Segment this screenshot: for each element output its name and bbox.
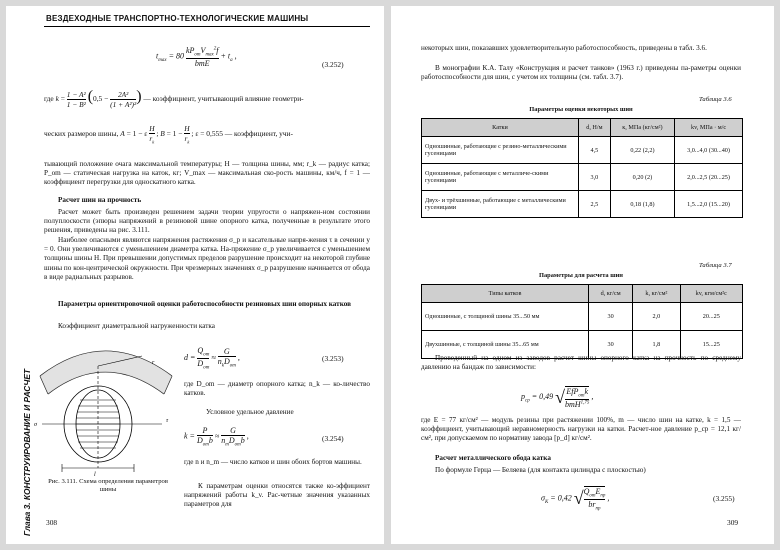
- table-cell: 3,0...4,0 (30...40): [675, 137, 743, 164]
- table-row: [422, 303, 743, 331]
- tire-diagram: [32, 336, 178, 476]
- table-cell: 30: [589, 331, 633, 359]
- chapter-label: Глава 3. КОНСТРУИРОВАНИЕ И РАСЧЕТ: [22, 368, 32, 536]
- coefficient-definition: где k = $\frac{\text{1 − A²}}{\text{1 − B²}}$ (0,5 − $\frac{\text{2A²}}{\text{(1 + A²)²}}$ ) — коэффициент, учитывающий влияние геометри-: [44, 88, 304, 109]
- table-cell: 1,8: [633, 331, 680, 359]
- table-cell: 1,5...2,0 (15...20): [675, 191, 743, 218]
- paragraph-modulus: где E = 77 кг/см² — модуль резины при растяжении 100%, m — число шин на катке, k = 1,5 — коэффициент, учитывающий неравномерность нагрузки на катки. Расчет-ное давление p_cp = 12,1 кг/см², при допускаемом по нормативу завода [p_d] кг/см².: [421, 416, 741, 443]
- paragraph-talu: В монографии К.А. Талу «Конструкция и расчет танков» (1963 г.) приведены па-раметры оценки работоспособности для шин, с учетом их толщины (см. табл. 3.7).: [421, 64, 741, 82]
- table-3-7: [421, 284, 743, 359]
- table-cell: 15...25: [680, 331, 742, 359]
- table-cell: Одношинные, работающие с металличе-скими гусеницами: [422, 164, 579, 191]
- table-header: к, МПа (кг/см²): [610, 119, 674, 137]
- coefficient-definition-2: ческих размеров шины, A = 1 − ε $\frac{H}{r_k}$ ; B = 1 − $\frac{H}{r_k}$ ; ε = 0,555 — коэффициент, учи-: [44, 124, 293, 145]
- paragraph-stress: Наиболее опасными являются напряжения растяжения σ_p и касательные напря-жения τ в сечении y = 0. Они увеличиваются с уменьшением диаметра катка. На-пряжение σ_p увеличивается с уменьшением толщины шины H. При превышении допустимых пределов разрушение происходит на некоторой глубине шины по кон-центрической окружности. При чрезмерных значениях σ_p разрушение начинается от обода в виде радиальных разрывов.: [44, 236, 370, 281]
- heading-rim: Расчет металлического обода катка: [435, 454, 551, 462]
- table-cell: 2,0...2,5 (20...25): [675, 164, 743, 191]
- equation-number: (3.255): [713, 494, 735, 503]
- table-cell: 0,20 (2): [610, 164, 674, 191]
- svg-text:r: r: [152, 360, 155, 366]
- table-caption: Параметры оценки некоторых шин: [529, 106, 633, 113]
- table-number: Таблица 3.7: [699, 262, 732, 269]
- page-number: 309: [727, 518, 739, 527]
- table-row: [422, 164, 743, 191]
- svg-text:l: l: [94, 472, 96, 476]
- table-caption: Параметры для расчета шин: [538, 272, 623, 279]
- right-page: [391, 6, 774, 544]
- equation-3254: k = P $D_{om}b$ ≈ G $n_mD_{om}b$ ,: [184, 426, 249, 448]
- paragraph-intro: некоторых шин, показавших удовлетворительную работоспособность, приведены в табл. 3.6.: [421, 44, 707, 52]
- equation-3253: d = $Q_{om}$ $D_{om}$ ≈ G $n_kD_{om}$ ,: [184, 346, 240, 371]
- table-header: Типы катков: [422, 285, 589, 303]
- table-header: Катки: [422, 119, 579, 137]
- table-header: kv, МПа · м/с: [675, 119, 743, 137]
- table-cell: 20...25: [680, 303, 742, 331]
- table-header: d, кг/см: [589, 285, 633, 303]
- svg-text:σ: σ: [34, 422, 37, 428]
- running-header: ВЕЗДЕХОДНЫЕ ТРАНСПОРТНО-ТЕХНОЛОГИЧЕСКИЕ МАШИНЫ: [46, 14, 309, 23]
- paragraph-calculation: Проведенный на одном из заводов расчет шины опорного катка на прочность по среднему давлению на бандаж по зависимости:: [421, 354, 741, 372]
- heading-strength: Расчет шин на прочность: [58, 196, 142, 204]
- table-header: d, Н/м: [579, 119, 611, 137]
- paragraph-definitions: тывающий положение очага максимальной температуры; H — толщина шины, мм; r_k — радиус катка; P_om — статическая нагрузка на каток, кг; V_max — максимальная ско-рость машины, км/ч, f = 1 — коэффициент перегрузки для односкатного катка.: [44, 160, 370, 187]
- table-cell: 2,0: [633, 303, 680, 331]
- table-cell: Двухшинные, с толщиной шины 35...65 мм: [422, 331, 589, 359]
- subheading-diametral: Коэффициент диаметральной нагруженности катка: [58, 322, 215, 330]
- equation-number: (3.254): [322, 434, 344, 443]
- table-cell: 0,22 (2,2): [610, 137, 674, 164]
- table-cell: 2,5: [579, 191, 611, 218]
- heading-params: Параметры ориентировочной оценки работоспособности резиновых шин опорных катков: [58, 300, 352, 308]
- definition-n: где n и n_m — число катков и шин обоих бортов машины.: [184, 458, 362, 466]
- left-page: [6, 6, 384, 544]
- page-number: 308: [46, 518, 58, 527]
- table-header: k, кг/см²: [633, 285, 680, 303]
- table-cell: Одношинные, с толщиной шины 35...50 мм: [422, 303, 589, 331]
- table-cell: 30: [589, 303, 633, 331]
- table-cell: Одношинные, работающие с резино-металлическими гусеницами: [422, 137, 579, 164]
- table-row: [422, 191, 743, 218]
- equation-3252: $t_{max} = 80$ $kP_{om}V_{max}^2f$ bmE + $t_a$ ,: [156, 46, 237, 68]
- subheading-pressure: Условное удельное давление: [206, 408, 294, 416]
- table-cell: Двух- и трёхшинные, работающие с металлическими гусеницами: [422, 191, 579, 218]
- equation-number: (3.253): [322, 354, 344, 363]
- equation-3255: $\sigma_K = 0,42$ √ $Q_{om}E_{np}$ $br_{np}$ ,: [541, 487, 610, 512]
- figure-caption: Рис. 3.111. Схема определения параметров шины: [48, 478, 168, 493]
- table-row: [422, 137, 743, 164]
- paragraph-kv: К параметрам оценки относятся также ко-эффициент напряжений работы k_v. Рас-четные значения указанных параметров для: [184, 482, 370, 509]
- definition-d: где D_om — диаметр опорного катка; n_k — ко-личество катков.: [184, 380, 370, 398]
- paragraph-strength: Расчет может быть произведен решением задачи теории упругости о напряжен-ном состоянии полуплоскости (эпюры напряжений в резиновой шине опорного катка, полученные в результате этого решения, приведены на рис. 3.111.: [44, 208, 370, 235]
- equation-number: (3.252): [322, 60, 344, 69]
- table-cell: 0,18 (1,8): [610, 191, 674, 218]
- subheading-hertz: По формуле Герца — Беляева (для контакта цилиндра с плоскостью): [435, 466, 646, 474]
- header-rule: [44, 26, 370, 27]
- equation-pcp: $p_{cp} = 0,49$ √ EfP$_{om}$k bmH$^{1,75}$ ,: [521, 386, 594, 409]
- table-header: kv, кгм/см²с: [680, 285, 742, 303]
- table-cell: 3,0: [579, 164, 611, 191]
- table-3-6: [421, 118, 743, 218]
- table-cell: 4,5: [579, 137, 611, 164]
- table-number: Таблица 3.6: [699, 96, 732, 103]
- svg-text:τ: τ: [166, 418, 169, 424]
